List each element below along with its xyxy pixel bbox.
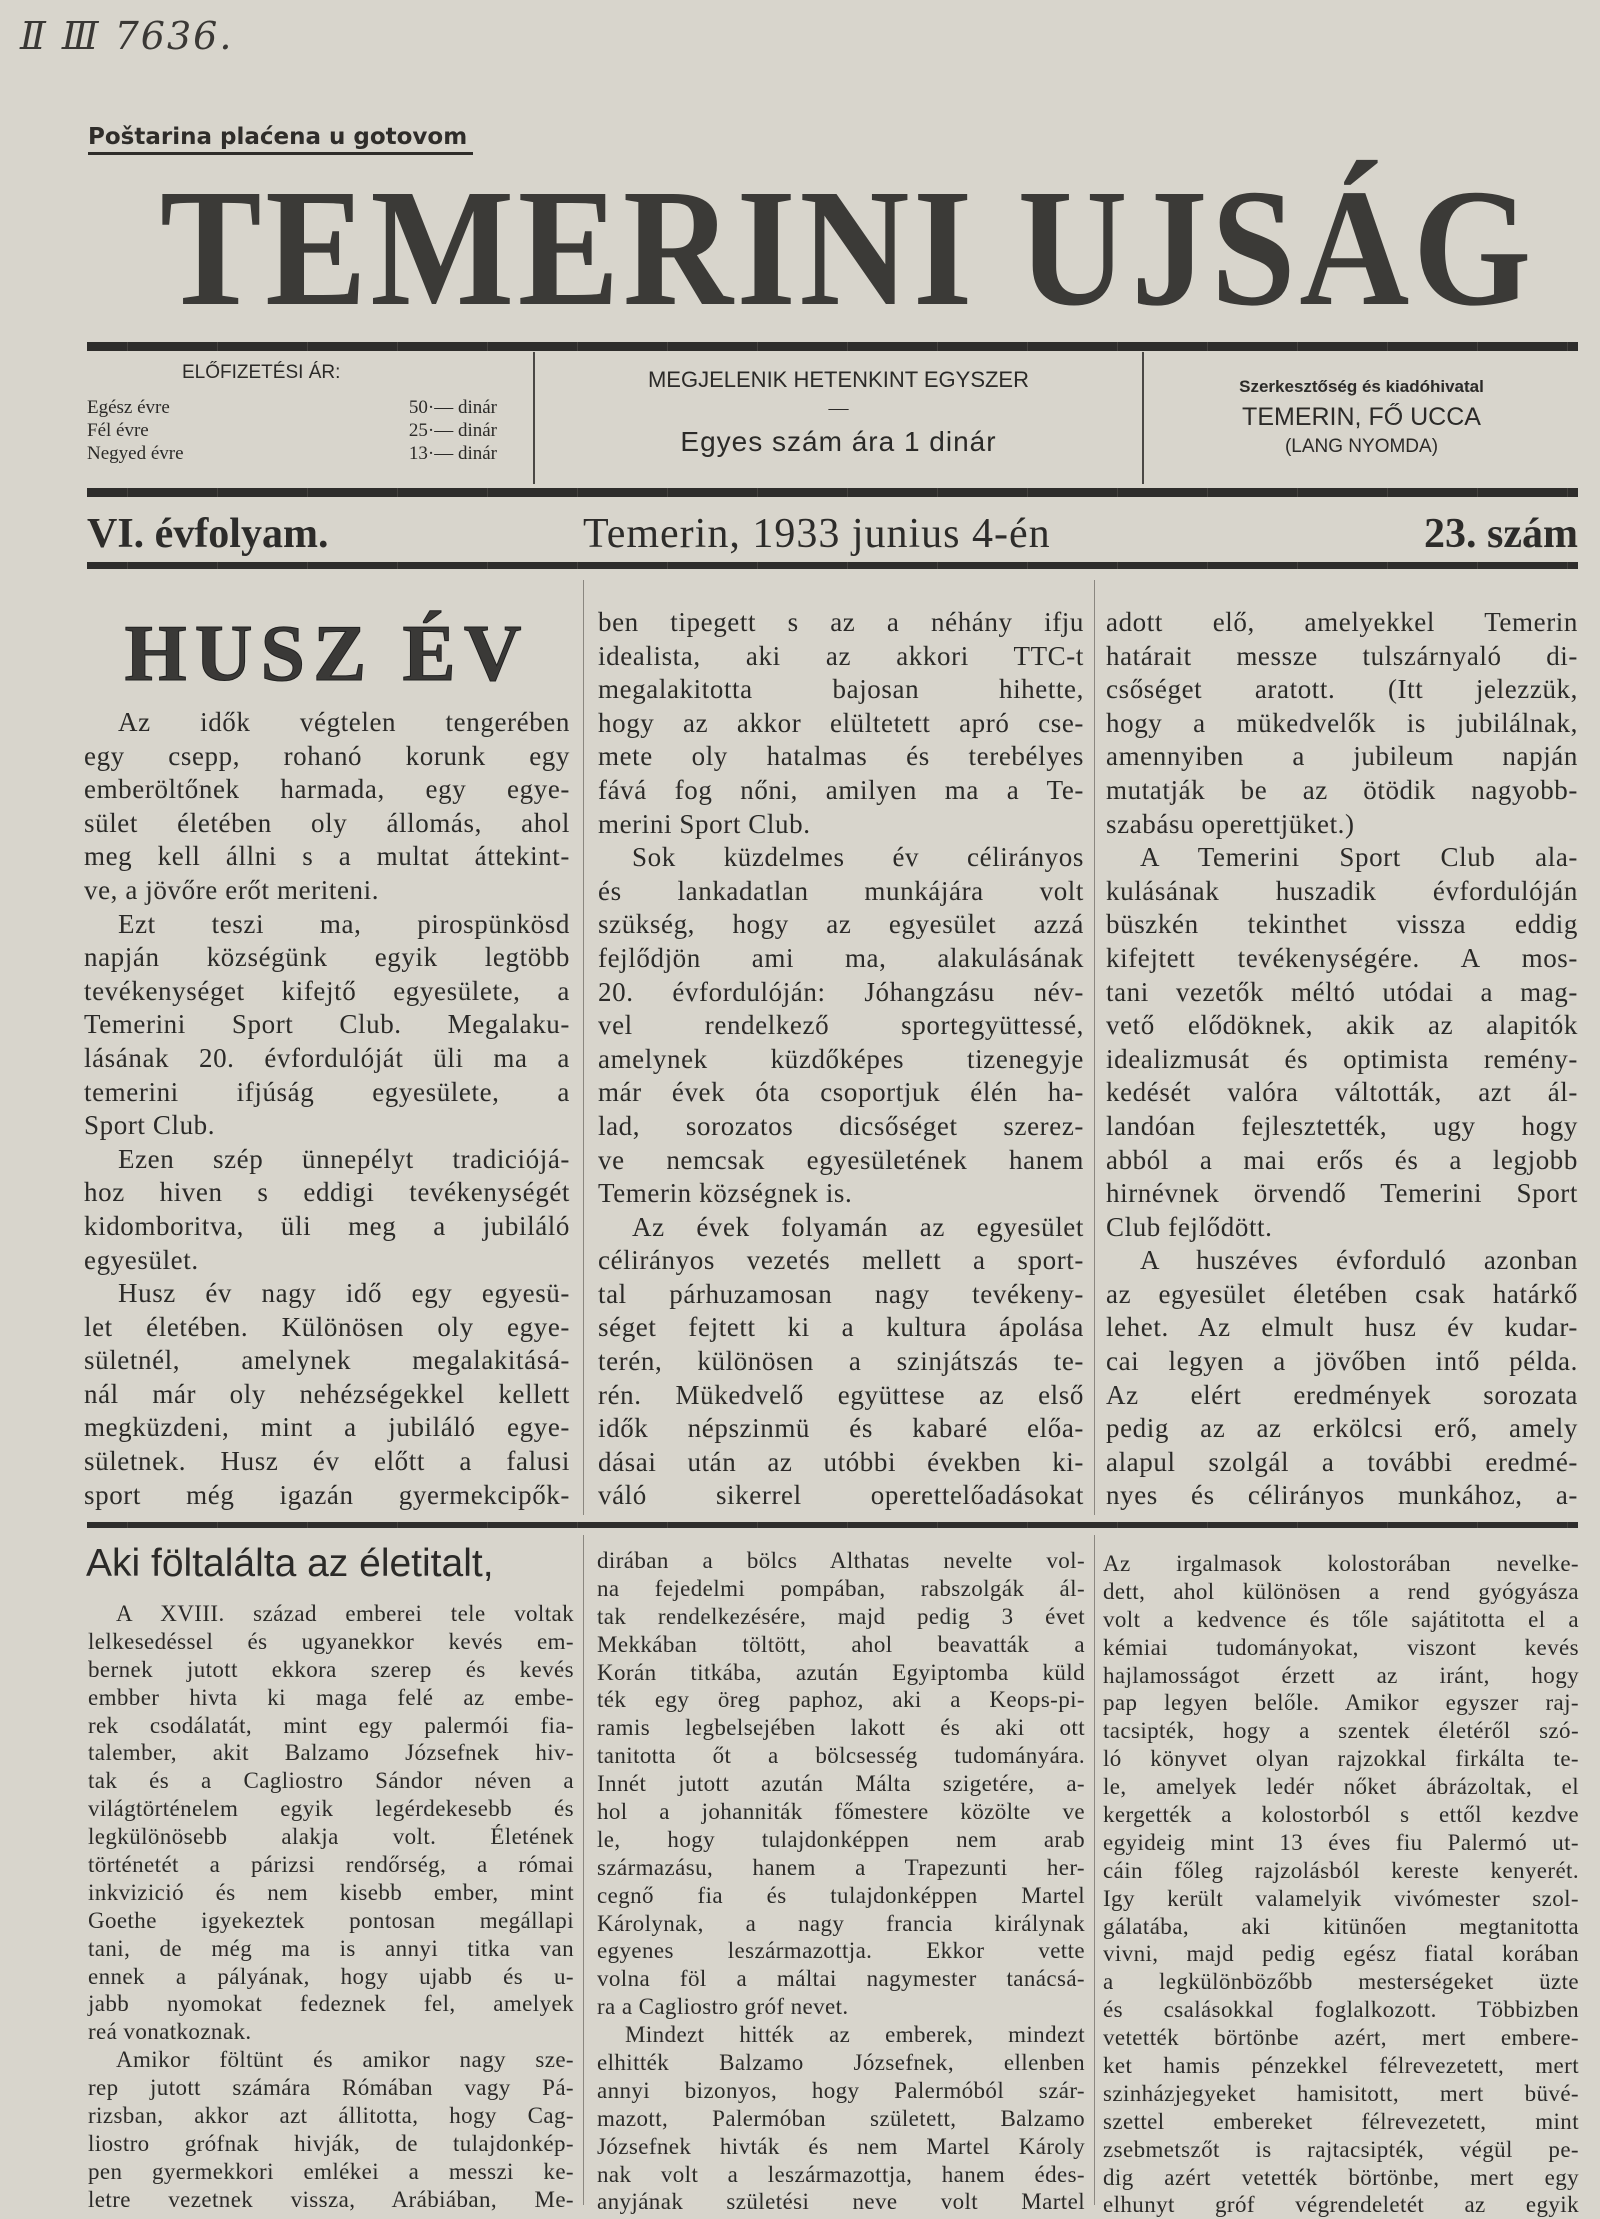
text-line: megalakitotta bajosan hihette,: [598, 674, 1084, 705]
text-line: fejlődjön ami ma, alakulásának: [598, 942, 1084, 973]
text-line: Károlynak, a nagy francia királynak: [597, 1910, 1085, 1936]
text-line: ket hamis pénzekkel félrevezetett, mert: [1103, 2053, 1579, 2079]
text-line: szettel embereket félrevezetett, mint: [1103, 2108, 1579, 2134]
text-line: rizsban, akkor azt állitotta, hogy Cag-: [88, 2103, 574, 2129]
text-line: A Temerini Sport Club ala-: [1140, 842, 1578, 873]
text-line: séget fejtett ki a kultura ápolása: [598, 1312, 1084, 1343]
text-line: Az idők végtelen tengerében: [118, 707, 570, 737]
text-line: tanitotta őt a bölcsesség tudományára.: [597, 1743, 1085, 1769]
subscription-box: [87, 352, 532, 487]
rule-divider: [87, 488, 1578, 497]
text-line: mete oly hatalmas és terebélyes: [598, 741, 1084, 772]
text-line: és csalásokkal foglalkozott. Többizben: [1103, 1997, 1579, 2023]
text-line: Az elért eredmények sorozata: [1106, 1379, 1578, 1410]
text-line: pedig az az erkölcsi erő, amely: [1106, 1413, 1578, 1444]
text-line: tani, de még ma is annyi titka van: [88, 1935, 574, 1961]
text-line: vetették börtönbe azért, mert embere-: [1103, 2025, 1579, 2051]
text-line: nyes és célirányos munkához, a-: [1106, 1480, 1578, 1511]
text-line: merini Sport Club.: [598, 808, 811, 839]
text-line: elhunyt gróf végrendeletét az egyik: [1103, 2192, 1579, 2218]
text-line: pen gyermekkori emlékei a messzi ke-: [88, 2158, 574, 2184]
text-line: elhitték Balzamo Józsefnek, ellenben: [597, 2050, 1085, 2076]
text-line: zsebmetszőt is rajtacsipték, végül pe-: [1103, 2136, 1579, 2162]
text-line: váló sikerrel operettelőadásokat: [598, 1480, 1084, 1511]
text-line: emberöltőnek harmada, egy egye-: [84, 774, 570, 805]
text-line: na fejedelmi pompában, rabszolgák ál-: [597, 1575, 1085, 1601]
text-line: tani vezetők méltó utódai a mag-: [1106, 976, 1578, 1007]
text-line: ben tipegett s az a néhány ifju: [598, 607, 1084, 637]
rule-divider: [87, 562, 1578, 569]
text-line: talember, akit Balzamo Józsefnek hiv-: [88, 1740, 574, 1766]
text-line: dig azért vetették börtönbe, mert egy: [1103, 2164, 1579, 2190]
text-line: származásu, hanem a Trapezunti her-: [597, 1854, 1085, 1880]
text-line: amelynek küzdőképes tizenegyje: [598, 1043, 1084, 1074]
text-line: szinházjegyeket hamisitott, mert büvé-: [1103, 2080, 1579, 2106]
text-line: és lankadatlan munkájára volt: [598, 875, 1084, 906]
text-line: adott elő, amelyekkel Temerin: [1106, 607, 1578, 637]
archive-handwritten-mark: Ⅱ Ⅲ 7636.: [20, 14, 234, 58]
text-line: nál már oly nehézségekkel kellett: [84, 1378, 570, 1409]
text-line: ték egy öreg paphoz, aki a Keops-pi-: [597, 1687, 1085, 1713]
text-line: Sok küzdelmes év célirányos: [632, 842, 1084, 873]
text-line: büszkén tekinthet vissza eddig: [1106, 909, 1578, 940]
text-line: tak és a Cagliostro Sándor néven a: [88, 1768, 574, 1794]
single-issue-price: Egyes szám ára 1 dinár: [680, 426, 997, 457]
text-line: ve nemcsak egyesületének hanem: [598, 1144, 1084, 1175]
article-column: [1106, 606, 1578, 1513]
text-line: annyi bizonyos, hogy Palermóból szár-: [597, 2077, 1085, 2103]
text-line: sületnél, amelynek megalakitásá-: [84, 1345, 570, 1376]
price-value: 50·— dinár: [408, 397, 497, 418]
text-line: legkülönösebb alakja volt. Életének: [88, 1824, 574, 1850]
text-line: gálatába, aki kitünően megtanitotta: [1103, 1913, 1579, 1939]
text-line: sport még igazán gyermekcipők-: [84, 1479, 570, 1510]
text-line: vető elődöknek, akik az alapitók: [1106, 1010, 1578, 1041]
text-line: bernek jutott ekkora szerep és kevés: [88, 1656, 574, 1682]
text-line: dásai után az utóbbi években ki-: [598, 1446, 1084, 1477]
text-line: abból a mai erős és a legjobb: [1106, 1144, 1578, 1175]
text-line: lelkesedéssel és ugyanekkor kevés em-: [88, 1628, 574, 1654]
text-line: sületnek. Husz év előtt a falusi: [84, 1446, 570, 1477]
text-line: jabb nyomokat fedeznek fel, amelyek: [88, 1991, 574, 2017]
office-heading: Szerkesztőség és kiadóhivatal: [1239, 377, 1484, 396]
text-line: le, hogy tulajdonképpen nem arab: [597, 1826, 1085, 1852]
text-line: idealista, aki az akkori TTC-t: [598, 640, 1084, 671]
text-line: hajlamosságot érzett az iránt, hogy: [1103, 1662, 1579, 1688]
text-line: volt a kedvence és tőle sajátitotta el a: [1103, 1606, 1579, 1632]
column-divider: [583, 580, 584, 1515]
issue-number: 23. szám: [1424, 511, 1578, 557]
text-line: Mindezt hitték az emberek, mindezt: [625, 2022, 1085, 2048]
issue-date: Temerin, 1933 junius 4-én: [583, 511, 1051, 557]
text-line: tak rendelkezésére, majd pedig 3 évet: [597, 1603, 1085, 1629]
text-line: Józsefnek hivták és nem Martel Károly: [597, 2133, 1085, 2159]
text-line: landóan fejlesztették, ugy hogy: [1106, 1110, 1578, 1141]
article-column: [597, 1547, 1085, 2216]
publication-box: [536, 352, 1141, 487]
text-line: ve, a jövőre erőt meriteni.: [84, 874, 380, 905]
text-line: egy csepp, rohanó korunk egy: [84, 740, 570, 771]
price-row: [87, 443, 497, 465]
rule-divider: [87, 1522, 1578, 1528]
text-line: inkvizició és nem kisebb ember, mint: [88, 1879, 574, 1905]
text-line: történetét a párizsi rendőrség, a római: [88, 1852, 574, 1878]
price-label: Fél évre: [87, 420, 149, 441]
text-line: kedését valóra váltották, azt ál-: [1106, 1077, 1578, 1108]
text-line: megküzdeni, mint a jubiláló egye-: [84, 1412, 570, 1443]
article-column: [84, 706, 570, 1512]
text-line: nak volt a leszármazottja, hanem édes-: [597, 2161, 1085, 2187]
text-line: Amikor föltünt és amikor nagy sze-: [116, 2047, 574, 2073]
article-headline: Aki föltalálta az életitalt,: [86, 1542, 494, 1585]
column-divider: [583, 1535, 584, 2205]
price-row: [87, 397, 497, 419]
text-line: Az évek folyamán az egyesület: [632, 1211, 1084, 1242]
text-line: Temerini Sport Club. Megalaku-: [84, 1009, 570, 1040]
text-line: Mekkában töltött, ahol beavatták a: [597, 1631, 1085, 1657]
office-address: TEMERIN, FŐ UCCA: [1242, 403, 1481, 431]
text-line: hirnévnek örvendő Temerini Sport: [1106, 1178, 1578, 1209]
text-line: Club fejlődött.: [1106, 1211, 1273, 1242]
text-line: meg kell állni s a multat áttekint-: [84, 841, 570, 872]
text-line: szükség, hogy az egyesület azzá: [598, 909, 1084, 940]
text-line: hol a johanniták főmestere közölte ve: [597, 1799, 1085, 1825]
text-line: Igy került valamelyik vivómester szol-: [1103, 1885, 1579, 1911]
article-column: [598, 606, 1084, 1513]
text-line: A huszéves évforduló azonban: [1140, 1245, 1578, 1276]
text-line: tal párhuzamosan nagy tevékeny-: [598, 1278, 1084, 1309]
text-line: idealizmusát és optimista remény-: [1106, 1043, 1578, 1074]
price-label: Egész évre: [87, 397, 170, 418]
text-line: fává fog nőni, amilyen ma a Te-: [598, 774, 1084, 805]
text-line: liostro grófnak hivják, de tulajdonkép-: [88, 2130, 574, 2156]
text-line: le, amelyek ledér nőket ábrázoltak, el: [1103, 1774, 1579, 1800]
text-line: Sport Club.: [84, 1110, 216, 1141]
text-line: pap legyen belőle. Amikor egyszer raj-: [1103, 1690, 1579, 1716]
text-line: volna föl a máltai nagymester tanácsá-: [597, 1966, 1085, 1992]
text-line: alapul szolgál a további eredmé-: [1106, 1446, 1578, 1477]
text-line: Goethe igyekeztek pontosan megállapi: [88, 1907, 574, 1933]
text-line: egyenes leszármazottja. Ekkor vette: [597, 1938, 1085, 1964]
text-line: kulásának huszadik évfordulóján: [1106, 875, 1578, 906]
text-line: idők népszinmü és kabaré előa-: [598, 1413, 1084, 1444]
box-divider: [533, 352, 535, 484]
text-line: már évek óta csoportjuk élén ha-: [598, 1077, 1084, 1108]
volume-number: VI. évfolyam.: [87, 511, 329, 557]
text-line: embber hivta ki maga felé az embe-: [88, 1684, 574, 1710]
text-line: letre vezetnek vissza, Arábiában, Me-: [88, 2186, 574, 2212]
masthead-title: [160, 155, 1535, 341]
printer-name: (LANG NYOMDA): [1284, 436, 1439, 457]
price-label: Negyed évre: [87, 443, 184, 464]
text-line: Ezen szép ünnepélyt tradiciójá-: [118, 1143, 570, 1174]
text-line: rén. Mükedvelő együttese az első: [598, 1379, 1084, 1410]
text-line: rek csodálatát, mint egy palermói fia-: [88, 1712, 574, 1738]
text-line: lad, sorozatos dicsőséget szerez-: [598, 1110, 1084, 1141]
text-line: egyideig mint 13 éves fiu Palermó ut-: [1103, 1829, 1579, 1855]
text-line: anyjának születési neve volt Martel: [597, 2189, 1085, 2215]
box-divider: [1142, 352, 1144, 484]
text-line: világtörténelem egyik legérdekesebb és: [88, 1796, 574, 1822]
text-line: ennek a pályának, hogy ujabb és u-: [88, 1963, 574, 1989]
text-line: Az irgalmasok kolostorában nevelke-: [1103, 1551, 1579, 1576]
text-line: ra a Cagliostro gróf nevet.: [597, 1994, 849, 2020]
text-line: lehet. Az elmult husz év kudar-: [1106, 1312, 1578, 1343]
text-line: temerini ifjúság egyesülete, a: [84, 1076, 570, 1107]
text-line: rep jutott számára Rómában vagy Pá-: [88, 2075, 574, 2101]
text-line: let életében. Különösen oly egye-: [84, 1311, 570, 1342]
text-line: Temerin községnek is.: [598, 1178, 853, 1209]
text-line: kifejtett tevékenységére. A mos-: [1106, 942, 1578, 973]
text-line: hogy a mükedvelők is jubilálnak,: [1106, 707, 1578, 738]
masthead-title-text: TEMERINI UJSÁG: [160, 155, 1535, 341]
article-column: [88, 1600, 574, 2214]
text-line: határait messze tulszárnyaló di-: [1106, 640, 1578, 671]
text-line: hoz hiven s eddigi tevékenységét: [84, 1177, 570, 1208]
publication-frequency: MEGJELENIK HETENKINT EGYSZER: [647, 367, 1029, 392]
text-line: dirában a bölcs Althatas nevelte vol-: [597, 1548, 1085, 1573]
text-line: a legkülönbözőbb mesterségeket üzte: [1103, 1969, 1579, 1995]
text-line: 20. évfordulóján: Jóhangzásu név-: [598, 976, 1084, 1007]
text-line: dett, ahol különösen a rend gyógyásza: [1103, 1578, 1579, 1604]
text-line: vel rendelkező sportegyüttessé,: [598, 1010, 1084, 1041]
text-line: Ezt teszi ma, pirospünkösd: [118, 908, 570, 939]
article-column: [1103, 1550, 1579, 2219]
text-line: mazott, Palermóban született, Balzamo: [597, 2105, 1085, 2131]
text-line: Korán titkába, azután Egyiptomba küld: [597, 1659, 1085, 1685]
subscription-heading: ELŐFIZETÉSI ÁR:: [182, 362, 341, 383]
text-line: sület életében oly állomás, ahol: [84, 807, 570, 838]
office-box: [1145, 352, 1578, 487]
text-line: az egyesület életében csak határkő: [1106, 1278, 1578, 1309]
text-line: egyesület.: [84, 1244, 199, 1275]
text-line: célirányos vezetés mellett a sport-: [598, 1245, 1084, 1276]
text-line: napján községünk egyik legtöbb: [84, 942, 570, 973]
text-line: lásának 20. évfordulóját üli ma a: [84, 1042, 570, 1073]
column-divider: [1094, 580, 1095, 1515]
column-divider: [1094, 1535, 1095, 2205]
publication-dash: —: [828, 397, 849, 419]
text-line: ló könyvet olyan rajzokkal firkálta te-: [1103, 1746, 1579, 1772]
text-line: amennyiben a jubileum napján: [1106, 741, 1578, 772]
text-line: cegnő fia és tulajdonképpen Martel: [597, 1882, 1085, 1908]
text-line: tacsipték, hogy a szentek életéről szó-: [1103, 1718, 1579, 1744]
text-line: ramis legbelsejében lakott és aki ott: [597, 1715, 1085, 1741]
text-line: cáin főleg rajzolásból kereste kenyerét.: [1103, 1857, 1579, 1883]
text-line: kémiai tudományokat, viszont kevés: [1103, 1634, 1579, 1660]
article-headline: HUSZ ÉV: [124, 610, 530, 698]
text-line: A XVIII. század emberei tele voltak: [116, 1601, 574, 1626]
text-line: kidomboritva, üli meg a jubiláló: [84, 1210, 570, 1241]
price-value: 25·— dinár: [408, 420, 497, 441]
text-line: vivni, majd pedig egész fiatal korában: [1103, 1941, 1579, 1967]
text-line: Husz év nagy idő egy egyesü-: [118, 1278, 570, 1309]
text-line: mutatják be az ötödik nagyobb-: [1106, 774, 1578, 805]
text-line: kergették a kolostorból s ettől kezdve: [1103, 1802, 1579, 1828]
text-line: terén, különösen a szinjátszás te-: [598, 1346, 1084, 1377]
text-line: csőséget aratott. (Itt jelezzük,: [1106, 674, 1578, 705]
text-line: tevékenységet kifejtő egyesülete, a: [84, 975, 570, 1006]
rule-divider: [87, 342, 1578, 351]
text-line: cai legyen a jövőben intő példa.: [1106, 1346, 1578, 1377]
postage-note: Poštarina plaćena u gotovom: [88, 124, 473, 155]
text-line: Innét jutott azután Málta szigetére, a-: [597, 1771, 1085, 1797]
text-line: reá vonatkoznak.: [88, 2019, 252, 2045]
text-line: szabásu operettjüket.): [1106, 808, 1355, 839]
price-row: [87, 420, 497, 442]
text-line: hogy az akkor elültetett apró cse-: [598, 707, 1084, 738]
price-value: 13·— dinár: [408, 443, 497, 464]
